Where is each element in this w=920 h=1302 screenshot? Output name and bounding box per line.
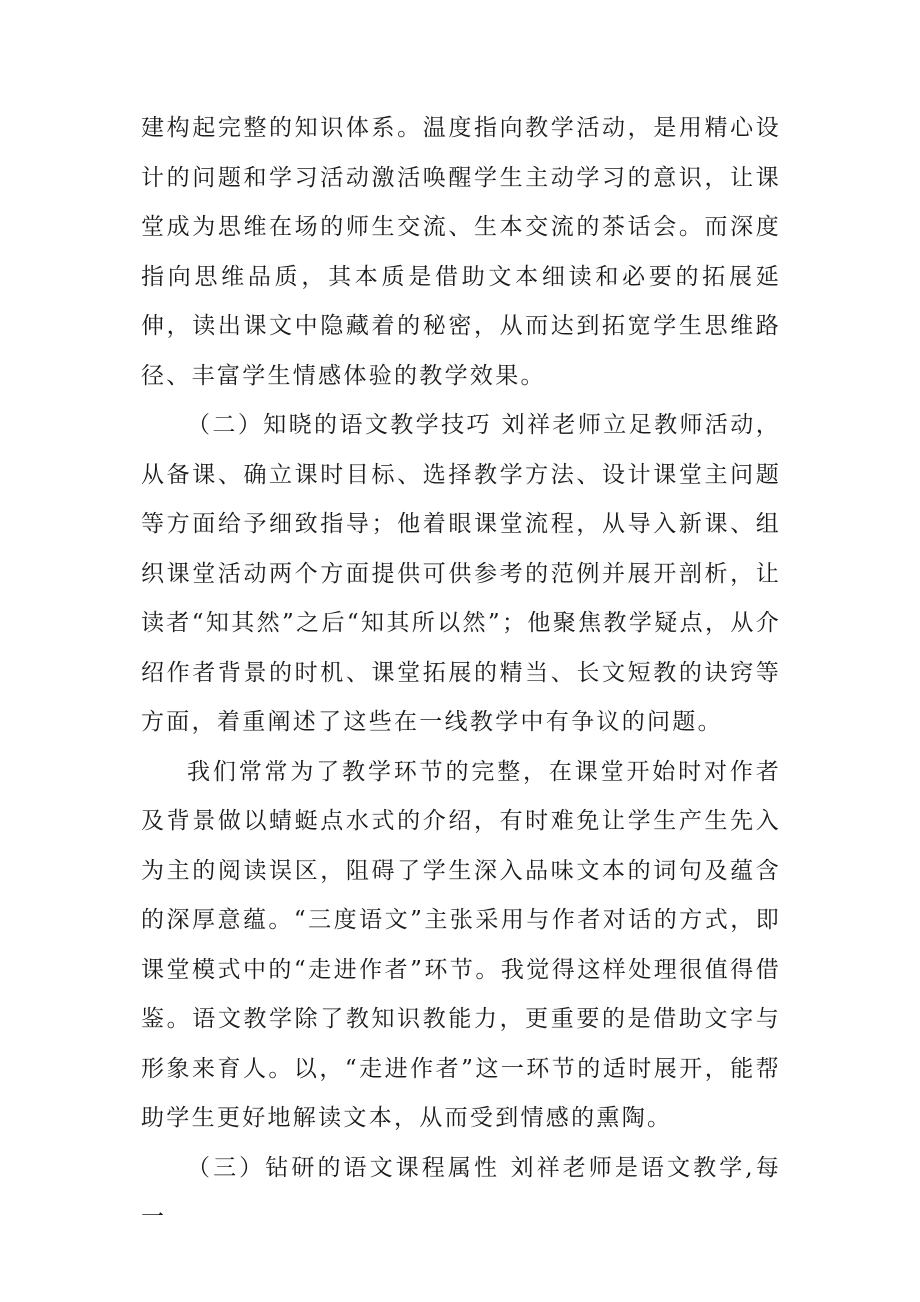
paragraph-4: （三）钻研的语文课程属性 刘祥老师是语文教学,每一 (141, 1154, 781, 1230)
paragraph-1: 建构起完整的知识体系。温度指向教学活动，是用精心设计的问题和学习活动激活唤醒学生主动学习的意识，让课堂成为思维在场的师生交流、生本交流的茶话会。而深度指向思维品质，其本质是借助文本细读和必要的拓展延伸，读出课文中隐藏着的秘密，从而达到拓宽学生思维路径、丰富学生情感体验的教学效果。 (141, 115, 781, 389)
paragraph-2: （二）知晓的语文教学技巧 刘祥老师立足教师活动，从备课、确立课时目标、选择教学方法、设计课堂主问题等方面给予细致指导；他着眼课堂流程，从导入新课、组织课堂活动两个方面提供可供参考的范例并展开剖析，让读者“知其然”之后“知其所以然”；他聚焦教学疑点，从介绍作者背景的时机、课堂拓展的精当、长文短教的诀窍等方面，着重阐述了这些在一线教学中有争议的问题。 (141, 412, 781, 735)
document-body (141, 104, 781, 1243)
paragraph-3: 我们常常为了教学环节的完整，在课堂开始时对作者及背景做以蜻蜓点水式的介绍，有时难免让学生产生先入为主的阅读误区，阻碍了学生深入品味文本的词句及蕴含的深厚意蕴。“三度语文”主张采用与作者对话的方式，即课堂模式中的“走进作者”环节。我觉得这样处理很值得借鉴。语文教学除了教知识教能力，更重要的是借助文字与形象来育人。以，“走进作者”这一环节的适时展开，能帮助学生更好地解读文本，从而受到情感的熏陶。 (141, 758, 781, 1131)
